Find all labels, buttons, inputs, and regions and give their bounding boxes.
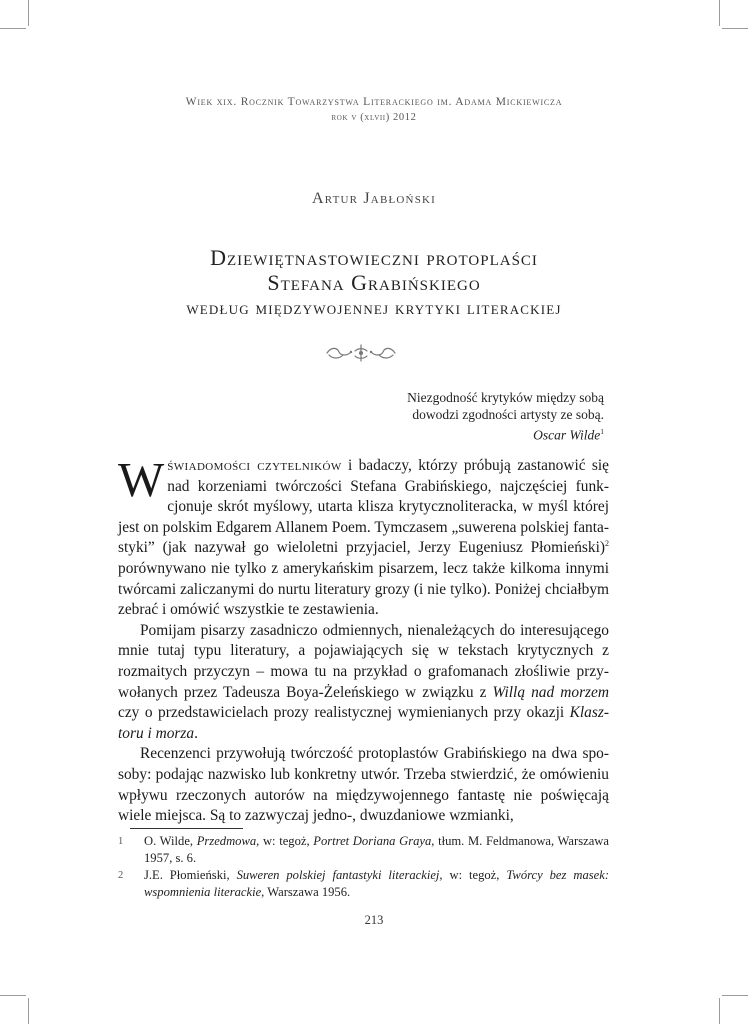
article-author: Artur Jabłoński (311, 190, 437, 207)
footnote-2-italic-1: Suweren polskiej fantastyki literackiej, (236, 868, 443, 882)
footnote-2-italic-2: Twórcy bez masek: wspomnienia literackie (144, 868, 610, 899)
crop-mark-bottom-left (28, 998, 29, 1024)
footnote-ref-1: 1 (600, 427, 604, 436)
paragraph-1 (118, 452, 609, 621)
paragraph-2 (118, 621, 609, 745)
footnote-1-c: tłum. M. Feldmanowa, Warszawa 1957, s. 6. (144, 834, 609, 865)
footnote-1-italic-2: Portret Doriana Graya, (313, 834, 435, 848)
crop-mark-top-left-h (0, 28, 26, 29)
title-line-2: Stefana Grabińskiego (267, 270, 481, 295)
footnote-1-b: w: tegoż, (259, 834, 314, 848)
article-body (118, 452, 609, 827)
epigraph-line-1: Niezgodność krytyków między sobą (407, 390, 604, 405)
paragraph-1-text-a: i badaczy, którzy próbują zastanowić się nad korzeniami twórczości Stefana Grabińskiego, najczęściej funkcjonuje skrót myślowy, utarta klisza krytycznoliteracka, w myśl której jest on polskim Edgarem Allanem Poem. Tymczasem „suwerena polskiej fantastyki” (jak nazywał go wieloletni przyjaciel, Jerzy Eugeniusz Płomieński) (118, 457, 609, 557)
title-line-3: według międzywojennej krytyki literackiej (186, 298, 562, 318)
crop-mark-top-left (28, 0, 29, 26)
article-title (0, 245, 748, 321)
page-number: 213 (364, 913, 384, 927)
paragraph-2-italic-b: Klasztoru i morza (118, 704, 609, 742)
crop-mark-bottom-right-h (722, 995, 748, 996)
lead-in-smallcaps: świadomości czytelników (167, 457, 342, 474)
paragraph-2-text-b: czy o przedstawicielach prozy realistycznej wymienianych przy okazji (118, 704, 570, 722)
crop-mark-bottom-left-h (0, 995, 26, 996)
footnote-2-c: , Warszawa 1956. (261, 885, 351, 899)
crop-mark-top-right-h (722, 28, 748, 29)
footnote-separator (130, 828, 243, 829)
footnote-2-b: w: tegoż, (442, 868, 507, 882)
footnote-text (144, 833, 609, 867)
footnote-1-italic-1: Przedmowa, (196, 834, 260, 848)
running-header (0, 96, 748, 123)
journal-title: Wiek xix. Rocznik Towarzystwa Literackiego im. Adama Mickiewicza (185, 96, 563, 108)
footnote-ref-2: 2 (605, 539, 609, 549)
footnote-1-a: O. Wilde, (144, 834, 197, 848)
footnote (118, 833, 609, 867)
crop-mark-top-right (719, 0, 720, 26)
paragraph-1-text-b: porównywano nie tylko z amerykańskim pisarzem, lecz także kilkoma innymi twórcami zaliczanymi do nurtu literatury grozy (i nie tylko). Poniżej chciałbym zebrać i omówić wszystkie te zestawienia. (118, 559, 609, 619)
drop-cap: W (118, 452, 165, 507)
epigraph-signature: Oscar Wilde (533, 427, 601, 443)
footnote-2-a: J.E. Płomieński, (144, 868, 237, 882)
footnote-text (144, 867, 609, 901)
epigraph-line-2: dowodzi zgodności artysty ze sobą. (412, 407, 604, 422)
footnotes (118, 833, 609, 901)
footnote-number: 1 (118, 836, 124, 847)
paragraph-2-italic-a: Willą nad morzem (492, 683, 609, 701)
journal-volume: rok v (xlvii) 2012 (331, 112, 417, 123)
epigraph (407, 389, 604, 444)
ornament-icon (325, 343, 397, 363)
footnote (118, 867, 609, 901)
paragraph-2-text-c: . (194, 724, 198, 742)
paragraph-3: Recenzenci przywołują twórczość protoplastów Grabińskiego na dwa sposoby: podając nazwisko lub konkretny utwór. Trzeba stwierdzić, że omówieniu wpływu rzeczonych autorów na międzywojennego fantastę nie poświęcają wiele miejsca. Są to zazwyczaj jedno-, dwuzdaniowe wzmianki, (118, 745, 609, 825)
footnote-number: 2 (118, 870, 124, 881)
crop-mark-bottom-right (719, 998, 720, 1024)
paragraph-2-text-a: Pomijam pisarzy zasadniczo odmiennych, nienależących do interesującego mnie tutaj typu literatury, a pojawiających się w tekstach krytycznych z rozmaitych przyczyn – mowa tu na przykład o grafomanach złośliwie przywołanych przez Tadeusza Boya-Żeleńskiego w związku z (118, 621, 609, 701)
title-line-1: Dziewiętnastowieczni protoplaści (210, 245, 538, 270)
